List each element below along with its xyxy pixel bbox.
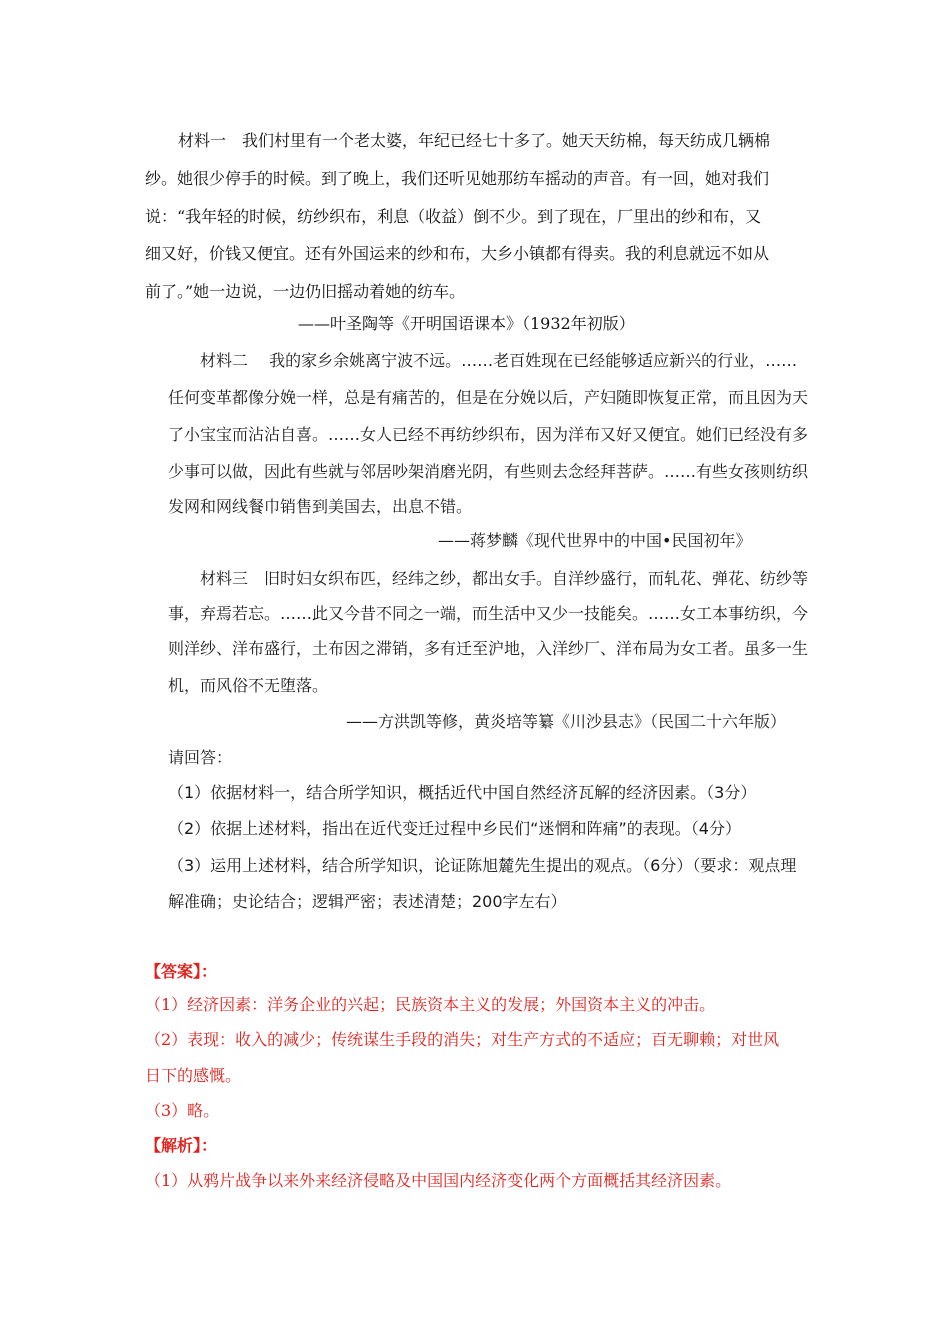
material-3-line: 事，弃焉若忘。……此又今昔不同之一端，而生活中又少一技能矣。……女工本事纺织，今 <box>168 604 809 623</box>
answer-line: （1）经济因素：洋务企业的兴起；民族资本主义的发展；外国资本主义的冲击。 <box>145 995 716 1014</box>
material-1-line: 说：“我年轻的时候，纺纱织布，利息（收益）倒不少。到了现在，厂里出的纱和布，又 <box>145 207 762 226</box>
question-item: （2）依据上述材料，指出在近代变迁过程中乡民们“迷惘和阵痛”的表现。（4分） <box>168 819 741 838</box>
material-1-line: 纱。她很少停手的时候。到了晚上，我们还听见她那纺车摇动的声音。有一回，她对我们 <box>145 169 770 188</box>
material-2-line: 了小宝宝而沾沾自喜。……女人已经不再纺纱织布，因为洋布又好又便宜。她们已经没有多 <box>168 425 809 444</box>
material-3-source: ——方洪凯等修，黄炎培等纂《川沙县志》（民国二十六年版） <box>346 712 787 731</box>
answer-line: （2）表现：收入的减少；传统谋生手段的消失；对生产方式的不适应；百无聊赖；对世风 <box>145 1030 780 1049</box>
material-2-line: 材料二 我的家乡余姚离宁波不远。……老百姓现在已经能够适应新兴的行业，…… <box>200 351 798 370</box>
question-item: （3）运用上述材料，结合所学知识，论证陈旭麓先生提出的观点。（6分）（要求：观点理 <box>168 856 797 875</box>
material-3-line: 材料三 旧时妇女织布匹，经纬之纱，都出女手。自洋纱盛行，而轧花、弹花、纺纱等 <box>200 569 809 588</box>
question-item: （1）依据材料一，结合所学知识，概括近代中国自然经济瓦解的经济因素。（3分） <box>168 783 757 802</box>
material-1-source: ——叶圣陶等《开明国语课本》（1932年初版） <box>298 314 635 333</box>
material-2-line: 少事可以做，因此有些就与邻居吵架消磨光阴，有些则去念经拜菩萨。……有些女孩则纺织 <box>168 462 809 481</box>
material-2-line: 任何变革都像分娩一样，总是有痛苦的，但是在分娩以后，产妇随即恢复正常，而且因为天 <box>168 388 809 407</box>
analysis-heading: 【解析】： <box>145 1136 218 1155</box>
material-1-line: 细又好，价钱又便宜。还有外国运来的纱和布，大乡小镇都有得卖。我的利息就远不如从 <box>145 244 770 263</box>
material-2-source: ——蒋梦麟《现代世界中的中国•民国初年》 <box>438 531 752 550</box>
answer-heading: 【答案】： <box>145 962 218 981</box>
material-1-line: 前了。”她一边说，一边仍旧摇动着她的纺车。 <box>145 282 466 301</box>
material-3-line: 则洋纱、洋布盛行，土布因之滞销，多有迁至沪地，入洋纱厂、洋布局为女工者。虽多一生 <box>168 639 809 658</box>
question-item: 解准确；史论结合；逻辑严密；表述清楚；200字左右） <box>168 892 567 911</box>
material-2-line: 发网和网线餐巾销售到美国去，出息不错。 <box>168 497 473 516</box>
material-3-line: 机，而风俗不无堕落。 <box>168 676 329 695</box>
questions-prompt: 请回答： <box>168 748 233 767</box>
answer-line: （3）略。 <box>145 1101 220 1120</box>
analysis-line: （1）从鸦片战争以来外来经济侵略及中国国内经济变化两个方面概括其经济因素。 <box>145 1171 732 1190</box>
answer-line: 日下的感慨。 <box>145 1066 242 1085</box>
material-1-line: 材料一 我们村里有一个老太婆，年纪已经七十多了。她天天纺棉，每天纺成几辆棉 <box>178 131 771 150</box>
